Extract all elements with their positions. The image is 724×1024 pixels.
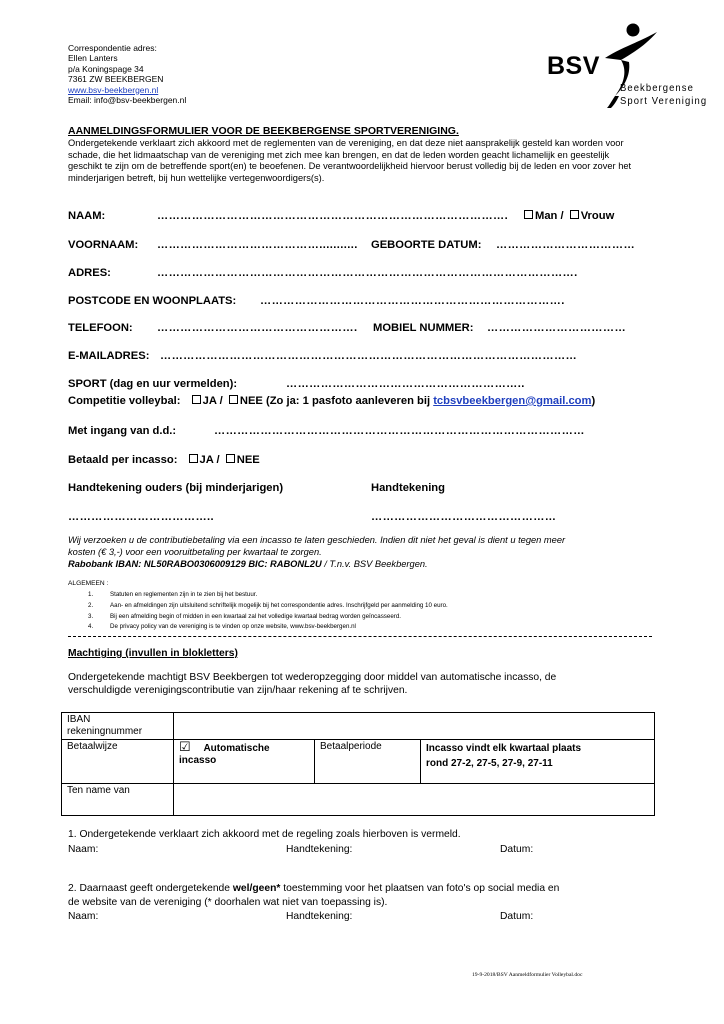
- toestemming-naam: Naam:: [68, 911, 99, 922]
- competitie-label: Competitie volleybal:: [68, 395, 181, 407]
- form-intro: Ondergetekende verklaart zich akkoord met de reglementen van de vereniging, en dat deze niet aansprakelijk gesteld kan worden voor schade, die het lidmaatschap van de vereniging met zich mee kan brengen, en dat de leden worden geacht lichamelijk en geestelijk geschikt te zijn om de betreffende sport(en) te beoefenen. De verantwoordelijkheid hiervoor berust volledig bij de leden en voor zover het minderjarigen betreft, bij hun wettelijke vertegenwoordigers(s).: [68, 138, 632, 183]
- iban-label-1: IBAN: [67, 714, 91, 725]
- ingang-label: Met ingang van d.d.:: [68, 425, 177, 437]
- vrouw-label: Vrouw: [580, 210, 615, 222]
- bsv-logo: [547, 18, 708, 110]
- iban-label-cell: [62, 713, 174, 740]
- akkoord-handtekening: Handtekening:: [286, 844, 353, 855]
- competitie-ja-checkbox[interactable]: [192, 395, 201, 404]
- gender-options: [524, 210, 614, 222]
- man-label: Man /: [535, 210, 564, 222]
- naam-field[interactable]: ……………………………………………………………………………….: [157, 210, 509, 222]
- ingang-field[interactable]: ……………………………………………………………………………………: [214, 425, 585, 437]
- machtiging-text-1: Ondergetekende machtigt BSV Beekbergen tot wederopzegging door middel van automatische incasso, de: [68, 672, 557, 683]
- algemeen-item-2: Aan- en afmeldingen zijn uitsluitend schriftelijk mogelijk bij het correspondentie adres. Inschrijfgeld per aanmelding 10 euro.: [110, 602, 448, 609]
- voornaam-label: VOORNAAM:: [68, 239, 139, 251]
- geboorte-field[interactable]: ………………………………: [496, 239, 636, 251]
- hand-label: Handtekening: [371, 482, 445, 494]
- rabobank-line: [68, 559, 428, 569]
- competitie-nee-checkbox[interactable]: [229, 395, 238, 404]
- postcode-label: POSTCODE EN WOONPLAATS:: [68, 295, 237, 307]
- payment-note-1: Wij verzoeken u de contributiebetaling via een incasso te laten geschieden. Indien dit niet het geval is dient u tegen meer: [68, 535, 566, 545]
- algemeen-num-1: 1.: [88, 591, 94, 598]
- postcode-field[interactable]: …………………………………………………………………….: [260, 295, 565, 307]
- vrouw-checkbox[interactable]: [570, 210, 579, 219]
- telefoon-field[interactable]: …………………………………………….: [157, 322, 358, 334]
- toestemming-a: 2. Daarnaast geeft ondergetekende: [68, 883, 233, 894]
- rabobank-iban: Rabobank IBAN: NL50RABO0306009129 BIC: RABONL2U: [68, 559, 322, 569]
- iban-label-2: rekeningnummer: [67, 726, 143, 737]
- machtiging-table: [61, 712, 655, 816]
- incasso-info: [421, 740, 655, 784]
- sport-label: SPORT (dag en uur vermelden):: [68, 378, 238, 390]
- akkoord-naam: Naam:: [68, 844, 99, 855]
- address-label: Correspondentie adres:: [68, 43, 157, 53]
- geboorte-label: GEBOORTE DATUM:: [371, 239, 482, 251]
- algemeen-num-3: 3.: [88, 613, 94, 620]
- betaalwijze-value: [174, 740, 315, 784]
- algemeen-item-4: De privacy policy van de vereniging is te vinden op onze website, www.bsv-beekbergen.nl: [110, 623, 356, 630]
- automatische-label: Automatische: [203, 743, 270, 754]
- telefoon-label: TELEFOON:: [68, 322, 133, 334]
- email-label: E-MAILADRES:: [68, 350, 150, 362]
- machtiging-text-2: verschuldigde verenigingscontributie van zijn/haar rekening af te schrijven.: [68, 685, 408, 696]
- competitie-row: [68, 395, 595, 407]
- separator-line: [68, 636, 652, 637]
- address-email: Email: info@bsv-beekbergen.nl: [68, 95, 187, 106]
- betaald-ja-checkbox[interactable]: [189, 454, 198, 463]
- email-field[interactable]: ………………………………………………………………………………………………: [160, 350, 578, 362]
- mobiel-field[interactable]: ………………………………: [487, 322, 627, 334]
- toestemming-datum: Datum:: [500, 911, 534, 922]
- machtiging-title: Machtiging (invullen in blokletters): [68, 648, 238, 659]
- voornaam-field[interactable]: ……………………………………...........: [157, 239, 358, 251]
- logo-abbr: BSV: [547, 52, 600, 80]
- checked-box-icon[interactable]: ☑: [179, 739, 191, 754]
- toestemming-handtekening: Handtekening:: [286, 911, 353, 922]
- footer-filename: 19-9-2018/BSV Aanmeldformulier Volleybal.doc: [472, 972, 583, 978]
- algemeen-item-3: Bij een afmelding begin of midden in een kwartaal zal het volledige kwartaal bedrag worden geïncasseerd.: [110, 613, 401, 620]
- payment-note-2: kosten (€ 3,-) voor een vooruitbetaling per kwartaal te zorgen.: [68, 547, 322, 557]
- incasso-info-1: Incasso vindt elk kwartaal plaats: [426, 743, 582, 754]
- betaald-ja-label: JA /: [199, 454, 220, 466]
- naam-label: NAAM:: [68, 210, 106, 222]
- logo-line2: Sport Vereniging: [620, 95, 708, 107]
- ten-name-van-label: Ten name van: [62, 784, 174, 816]
- ten-name-van-input[interactable]: [174, 784, 655, 816]
- address-street: p/a Koningspage 34: [68, 63, 144, 74]
- toestemming-line-1: [68, 883, 559, 894]
- betaald-label: Betaald per incasso:: [68, 454, 178, 466]
- sport-field[interactable]: ……………………………………………………..: [286, 378, 525, 390]
- algemeen-num-2: 2.: [88, 602, 94, 609]
- competitie-ja-label: JA /: [202, 395, 223, 407]
- incasso-info-2: rond 27-2, 27-5, 27-9, 27-11: [426, 758, 553, 769]
- algemeen-item-1: Statuten en reglementen zijn in te zien bij het bestuur.: [110, 591, 258, 598]
- toestemming-wel-geen: wel/geen*: [232, 883, 281, 894]
- competitie-close: ): [591, 395, 596, 407]
- rabobank-tnv: / T.n.v. BSV Beekbergen.: [321, 559, 428, 569]
- algemeen-title: ALGEMEEN :: [68, 580, 109, 587]
- betaald-row: [68, 454, 260, 466]
- betaalwijze-label: Betaalwijze: [62, 740, 174, 784]
- address-name: Ellen Lanters: [68, 53, 118, 64]
- betaald-nee-checkbox[interactable]: [226, 454, 235, 463]
- logo-line1: Beekbergense: [620, 82, 694, 94]
- toestemming-c: toestemming voor het plaatsen van foto's op social media en: [280, 883, 560, 894]
- incasso-label: incasso: [179, 755, 217, 766]
- man-checkbox[interactable]: [524, 210, 533, 219]
- competitie-email-link[interactable]: tcbsvbeekbergen@gmail.com: [433, 395, 592, 407]
- mobiel-label: MOBIEL NUMMER:: [373, 322, 474, 334]
- address-city: 7361 ZW BEEKBERGEN: [68, 74, 164, 85]
- iban-input[interactable]: [174, 713, 655, 740]
- hand-field[interactable]: …………………………………………: [371, 511, 557, 523]
- betaald-nee-label: NEE: [236, 454, 260, 466]
- betaalperiode-label: Betaalperiode: [315, 740, 421, 784]
- algemeen-num-4: 4.: [88, 623, 94, 630]
- hand-ouders-field[interactable]: ………………………………..: [68, 511, 215, 523]
- akkoord-line: 1. Ondergetekende verklaart zich akkoord met de regeling zoals hierboven is vermeld.: [68, 829, 461, 840]
- competitie-nee-label: NEE (Zo ja: 1 pasfoto aanleveren bij: [239, 395, 431, 407]
- toestemming-line-2: de website van de vereniging (* doorhalen wat niet van toepassing is).: [68, 897, 388, 908]
- adres-label: ADRES:: [68, 267, 111, 279]
- adres-field[interactable]: ……………………………………………………………………………………………….: [157, 267, 578, 279]
- form-title: AANMELDINGSFORMULIER VOOR DE BEEKBERGENSE SPORTVERENIGING.: [68, 125, 459, 137]
- hand-ouders-label: Handtekening ouders (bij minderjarigen): [68, 482, 284, 494]
- website-link[interactable]: www.bsv-beekbergen.nl: [68, 84, 159, 95]
- akkoord-datum: Datum:: [500, 844, 534, 855]
- correspondence-address: [68, 43, 186, 105]
